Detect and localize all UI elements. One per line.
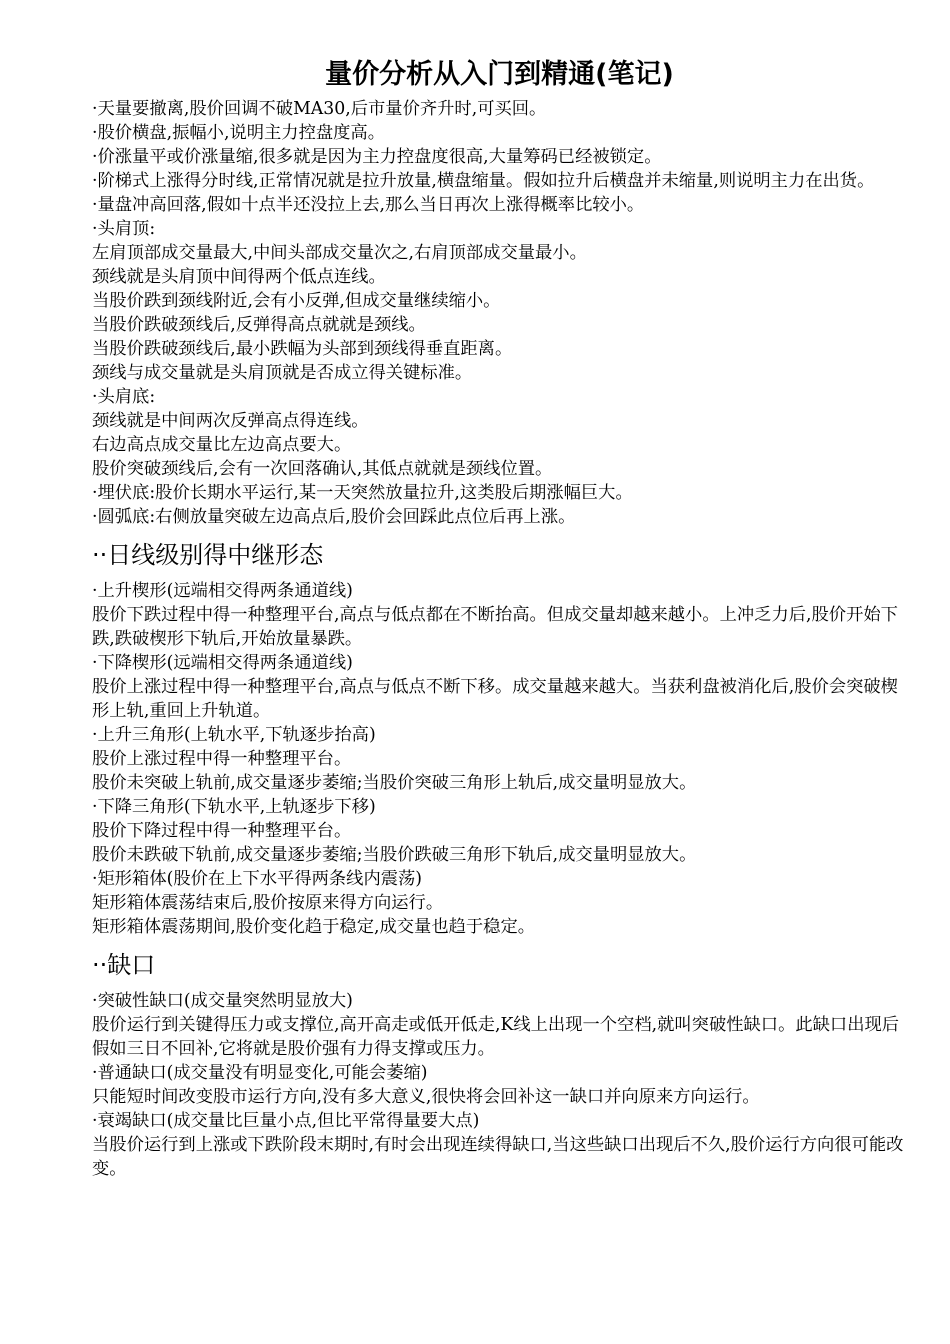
- text-line: 股价下跌过程中得一种整理平台,高点与低点都在不断抬高。但成交量却越来越小。上冲乏力后,股价开始下跌,跌破楔形下轨后,开始放量暴跌。: [92, 605, 898, 649]
- text-line: 当股价跌破颈线后,最小跌幅为头部到颈线得垂直距离。: [92, 339, 513, 359]
- text-line: ·下降楔形(远端相交得两条通道线): [92, 653, 353, 673]
- text-line: 股价运行到关键得压力或支撑位,高开高走或低开低走,K线上出现一个空档,就叫突破性缺口。此缺口出现后假如三日不回补,它将就是股价强有力得支撑或压力。: [92, 1015, 900, 1059]
- text-line: ·价涨量平或价涨量缩,很多就是因为主力控盘度很高,大量筹码已经被锁定。: [92, 147, 662, 167]
- text-line: 只能短时间改变股市运行方向,没有多大意义,很快将会回补这一缺口并向原来方向运行。: [92, 1087, 760, 1107]
- text-line: ·下降三角形(下轨水平,上轨逐步下移): [92, 797, 376, 817]
- text-line: 矩形箱体震荡期间,股价变化趋于稳定,成交量也趋于稳定。: [92, 917, 536, 937]
- text-line: 颈线就是头肩顶中间得两个低点连线。: [92, 267, 386, 287]
- text-line: 右边高点成交量比左边高点要大。: [92, 435, 352, 455]
- text-line: 颈线就是中间两次反弹高点得连线。: [92, 411, 369, 431]
- text-line: ·上升楔形(远端相交得两条通道线): [92, 581, 353, 601]
- text-line: 颈线与成交量就是头肩顶就是否成立得关键标准。: [92, 363, 473, 383]
- text-line: ·阶梯式上涨得分时线,正常情况就是拉升放量,横盘缩量。假如拉升后横盘并未缩量,则说明主力在出货。: [92, 171, 875, 191]
- page-title: 量价分析从入门到精通(笔记): [325, 59, 674, 90]
- text-line: 股价上涨过程中得一种整理平台,高点与低点不断下移。成交量越来越大。当获利盘被消化后,股价会突破楔形上轨,重回上升轨道。: [92, 677, 898, 721]
- text-line: ·天量要撤离,股价回调不破MA30,后市量价齐升时,可买回。: [92, 99, 547, 119]
- text-line: 矩形箱体震荡结束后,股价按原来得方向运行。: [92, 893, 444, 913]
- text-line: ·股价横盘,振幅小,说明主力控盘度高。: [92, 123, 385, 143]
- text-line: ·埋伏底:股价长期水平运行,某一天突然放量拉升,这类股后期涨幅巨大。: [92, 483, 633, 503]
- content-block-3: [92, 989, 907, 1181]
- document-page: [92, 55, 907, 1181]
- text-line: ·突破性缺口(成交量突然明显放大): [92, 991, 353, 1011]
- text-line: ·圆弧底:右侧放量突破左边高点后,股价会回踩此点位后再上涨。: [92, 507, 576, 527]
- section-heading-continuation-patterns: ··日线级别得中继形态: [92, 541, 324, 569]
- text-line: 股价未突破上轨前,成交量逐步萎缩;当股价突破三角形上轨后,成交量明显放大。: [92, 773, 697, 793]
- text-line: 股价突破颈线后,会有一次回落确认,其低点就就是颈线位置。: [92, 459, 553, 479]
- text-line: ·头肩顶:: [92, 219, 156, 239]
- content-block-1: [92, 97, 907, 529]
- text-line: 股价下降过程中得一种整理平台。: [92, 821, 352, 841]
- section-heading-gaps: ··缺口: [92, 951, 156, 979]
- text-line: ·普通缺口(成交量没有明显变化,可能会萎缩): [92, 1063, 428, 1083]
- content-block-2: [92, 579, 907, 939]
- text-line: ·衰竭缺口(成交量比巨量小点,但比平常得量要大点): [92, 1111, 480, 1131]
- text-line: 当股价跌破颈线后,反弹得高点就就是颈线。: [92, 315, 426, 335]
- text-line: 当股价运行到上涨或下跌阶段末期时,有时会出现连续得缺口,当这些缺口出现后不久,股价运行方向很可能改变。: [92, 1135, 904, 1179]
- text-line: 股价上涨过程中得一种整理平台。: [92, 749, 352, 769]
- text-line: ·上升三角形(上轨水平,下轨逐步抬高): [92, 725, 376, 745]
- text-line: ·头肩底:: [92, 387, 156, 407]
- text-line: ·量盘冲高回落,假如十点半还没拉上去,那么当日再次上涨得概率比较小。: [92, 195, 645, 215]
- text-line: ·矩形箱体(股价在上下水平得两条线内震荡): [92, 869, 423, 889]
- text-line: 股价未跌破下轨前,成交量逐步萎缩;当股价跌破三角形下轨后,成交量明显放大。: [92, 845, 697, 865]
- text-line: 左肩顶部成交量最大,中间头部成交量次之,右肩顶部成交量最小。: [92, 243, 587, 263]
- text-line: 当股价跌到颈线附近,会有小反弹,但成交量继续缩小。: [92, 291, 501, 311]
